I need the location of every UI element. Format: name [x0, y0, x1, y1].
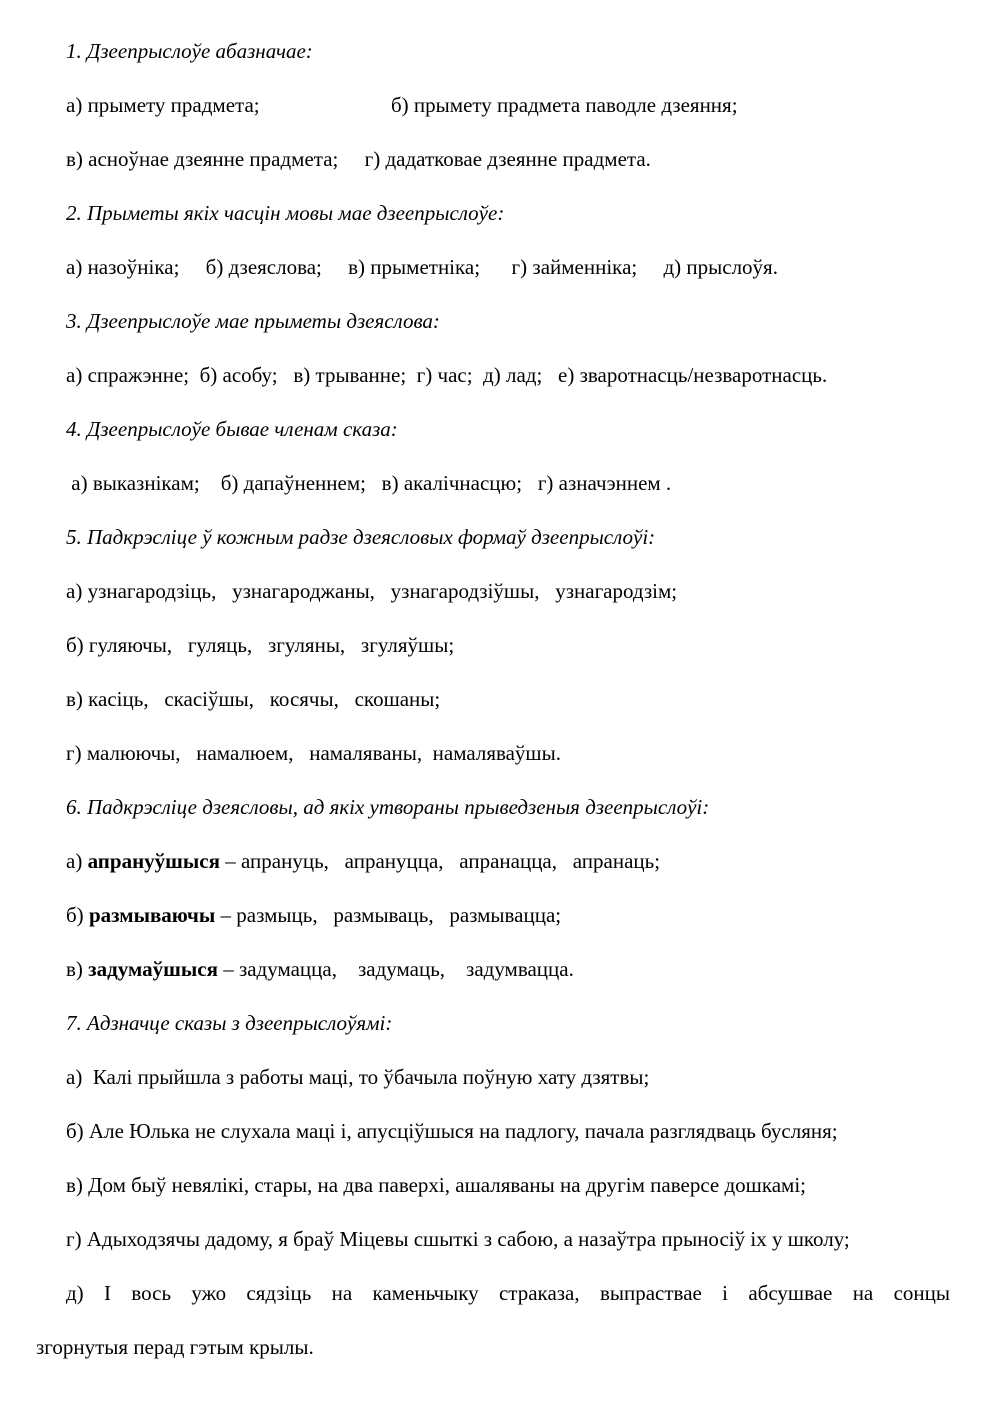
question-1-option-b: б) прымету прадмета паводле дзеяння;	[391, 93, 738, 117]
question-7-title: 7. Адзначце сказы з дзеепрыслоўямі:	[66, 1011, 393, 1035]
question-5-row-g: г) малюючы, намалюем, намаляваны, намаляваўшы.	[66, 741, 561, 765]
participle-word: апрануўшыся	[87, 849, 220, 873]
question-6-item-v	[66, 959, 574, 980]
question-3-options: а) спражэнне; б) асобу; в) трыванне; г) час; д) лад; е) зваротнасць/незваротнасць.	[66, 363, 828, 387]
question-5-title: 5. Падкрэсліце ў кожным радзе дзеясловых формаў дзеепрыслоўі:	[66, 525, 656, 549]
question-6-title: 6. Падкрэсліце дзеясловы, ад якіх утвораны прыведзеныя дзеепрыслоўі:	[66, 795, 710, 819]
question-5-row-b: б) гуляючы, гуляць, згуляны, згуляўшы;	[66, 633, 455, 657]
question-7-sentence-g: г) Адыходзячы дадому, я браў Міцевы сшыткі з сабою, а назаўтра прыносіў іх у школу;	[66, 1227, 850, 1251]
question-4-title: 4. Дзеепрыслоўе бывае членам сказа:	[66, 417, 398, 441]
question-1-option-a: а) прымету прадмета;	[66, 93, 260, 117]
question-5-row-v: в) касіць, скасіўшы, косячы, скошаны;	[66, 687, 441, 711]
question-7-sentence-v: в) Дом быў невялікі, стары, на два паверхі, ашаляваны на другім паверсе дошкамі;	[66, 1173, 807, 1197]
question-7-sentence-d: д) І вось ужо сядзіць на каменьчыку страказа, выпраствае і абсушвае на сонцы	[66, 1281, 950, 1305]
item-prefix: б)	[66, 903, 89, 927]
item-prefix: а)	[66, 849, 88, 873]
question-7-sentence-d-continuation: згорнутыя перад гэтым крылы.	[36, 1335, 314, 1359]
question-3-title: 3. Дзеепрыслоўе мае прыметы дзеяслова:	[66, 309, 440, 333]
question-6-item-b	[66, 905, 561, 926]
question-6-item-a	[66, 851, 660, 872]
item-prefix: в)	[66, 957, 89, 981]
question-5-row-a: а) узнагародзіць, узнагароджаны, узнагародзіўшы, узнагародзім;	[66, 579, 678, 603]
verb-options: – задумацца, задумаць, задумвацца.	[217, 957, 574, 981]
question-1-options-vg: в) асноўнае дзеянне прадмета; г) дадатковае дзеянне прадмета.	[66, 147, 651, 171]
participle-word: размываючы	[88, 903, 216, 927]
participle-word: задумаўшыся	[88, 957, 218, 981]
verb-options: – размыць, размываць, размывацца;	[215, 903, 562, 927]
question-1-title: 1. Дзеепрыслоўе абазначае:	[66, 39, 313, 63]
question-2-options: а) назоўніка; б) дзеяслова; в) прыметніка; г) займенніка; д) прыслоўя.	[66, 255, 778, 279]
question-4-options: а) выказнікам; б) дапаўненнем; в) акалічнасцю; г) азначэннем .	[66, 471, 672, 495]
question-7-sentence-b: б) Але Юлька не слухала маці і, апусціўшыся на падлогу, пачала разглядваць бусляня;	[66, 1119, 838, 1143]
verb-options: – апрануць, апрануцца, апранацца, апранаць;	[220, 849, 661, 873]
question-2-title: 2. Прыметы якіх часцін мовы мае дзеепрыслоўе:	[66, 201, 505, 225]
question-7-sentence-a: а) Калі прыйшла з работы маці, то ўбачыла поўную хату дзятвы;	[66, 1065, 650, 1089]
